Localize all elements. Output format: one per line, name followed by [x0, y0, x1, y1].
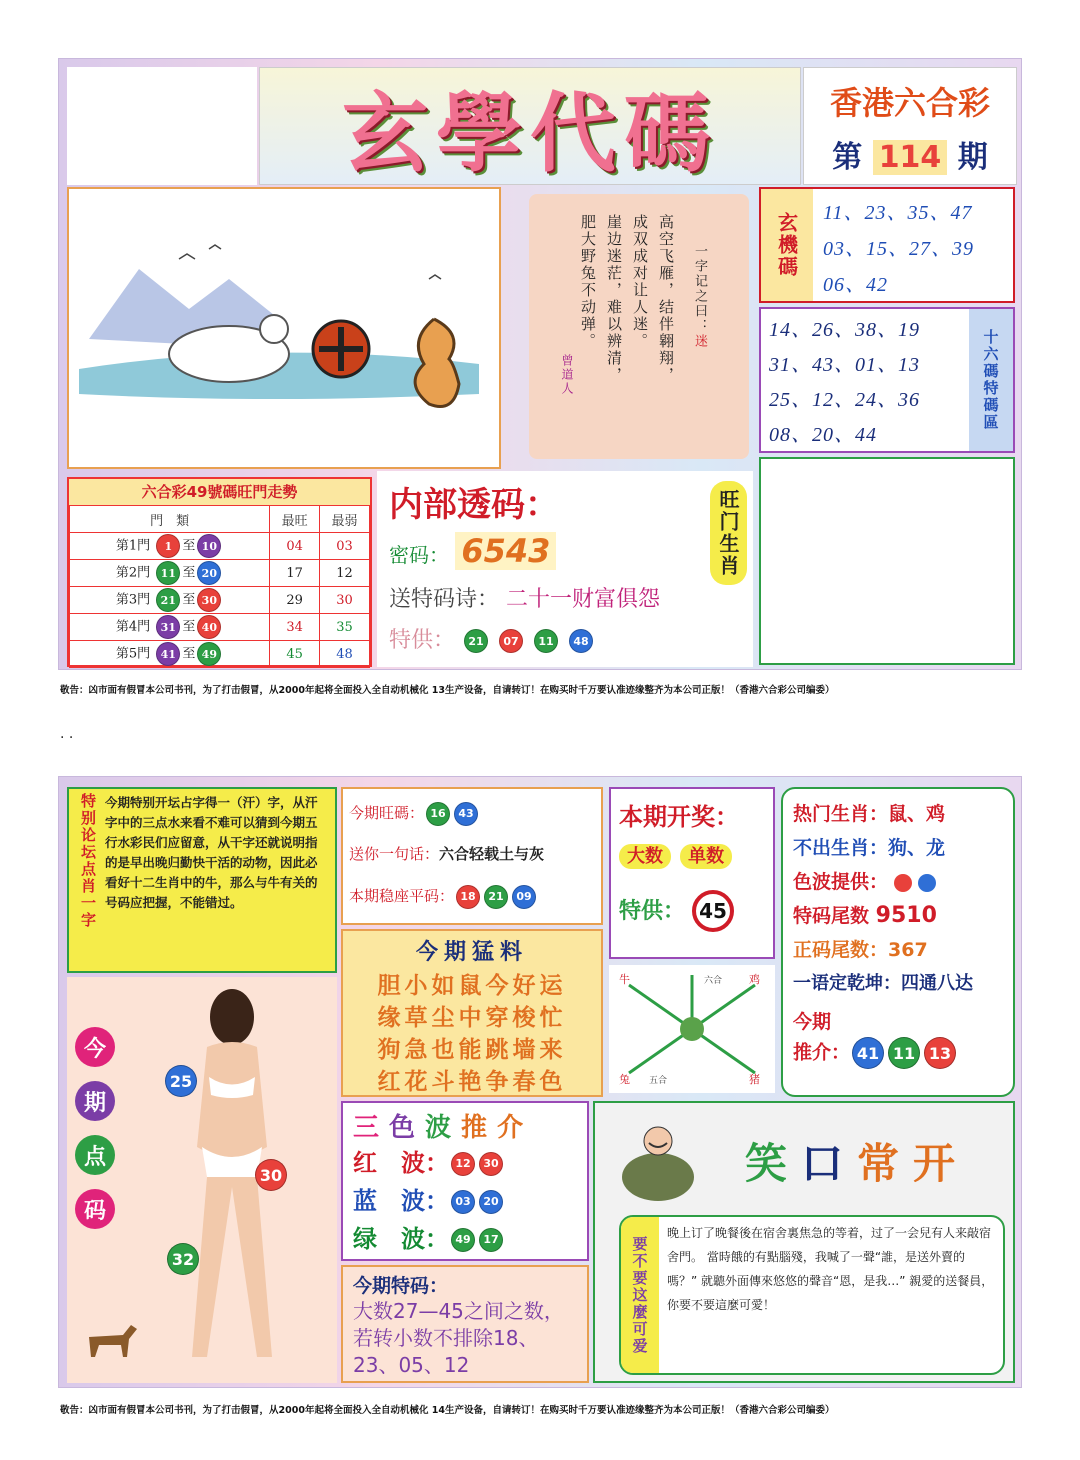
separator-dots: . .: [60, 726, 74, 742]
poem-col-2: 成双成对让人迷。: [631, 214, 649, 350]
special-row: 特供： 21 07 11 48: [389, 623, 753, 654]
compass-label: 兔: [619, 1073, 630, 1086]
wangma-panel: [341, 787, 603, 925]
compass-label: 牛: [619, 973, 630, 986]
title-banner: [259, 67, 801, 185]
rec-row: 推介： 41 11 13: [793, 1037, 1003, 1069]
top-sheet: [58, 58, 1022, 670]
model-ball: 32: [167, 1243, 199, 1275]
table-row: 第4門 31 至 40 34 35: [70, 614, 370, 641]
tema-panel: [341, 1265, 589, 1383]
mini-row: 送你一句话：六合轻载土与灰: [349, 845, 545, 863]
money-bag-image: [613, 1115, 703, 1205]
phrase-row: 一语定乾坤：四通八达: [793, 973, 973, 994]
ming-panel: [759, 187, 1015, 303]
out-row: 不出生肖：狗、龙: [793, 837, 946, 859]
color-row: 色波提供：: [793, 865, 1003, 899]
inside-code-panel: [377, 471, 753, 667]
col-header: 最弱: [320, 506, 370, 533]
fierce-title: 今期猛料: [415, 940, 528, 965]
wangma-row: 今期旺碼： 16 43: [349, 793, 595, 833]
fierce-line: 胆小如鼠今好运: [377, 973, 567, 999]
issue-box: [803, 67, 1017, 185]
sixteen-panel: [759, 307, 1015, 453]
ming-label: 玄機碼: [761, 189, 813, 301]
wangmen-label: 旺门生肖: [710, 481, 747, 585]
poem-col-1: 高空飞雁，结伴翱翔，: [657, 214, 675, 384]
footer-notice-top: 敬告：凶市面有假冒本公司书刊，为了打击假冒，从2000年起将全面投入全自动机械化 13生产设备，自请转订！在购买时千万要认准迹缘整齐为本公司正版！（香港六合彩公司编委）: [60, 685, 835, 696]
gate-table-title: 六合彩49號碼旺門走勢: [69, 479, 370, 505]
tail-row: 特码尾数 9510: [793, 903, 937, 928]
joke-box: [619, 1215, 1005, 1375]
inside-title: 内部透码：: [389, 485, 559, 525]
compass-panel: [609, 965, 775, 1093]
poem-col-4: 肥大野兔不动弹。: [579, 214, 597, 350]
poem-scroll: [529, 194, 749, 459]
gate-table-panel: [67, 477, 372, 667]
model-ball: 30: [255, 1159, 287, 1191]
rabbit-scene-image: [69, 189, 499, 467]
ztail-row: 正码尾数：367: [793, 939, 928, 961]
scroll-title: 一字记之曰：迷: [692, 244, 707, 349]
draw-tags: 大数 单数: [619, 842, 773, 868]
page-title: 玄學代碼: [342, 83, 718, 184]
draw-panel: [609, 787, 775, 959]
smile-title: 笑口常开: [745, 1139, 970, 1188]
sixteen-numbers: 14、26、38、19 31、43、01、13 25、12、24、36 08、20、44: [769, 319, 920, 446]
wave-panel: [341, 1101, 589, 1261]
blue-wave-row: 蓝 波： 03 20: [353, 1182, 577, 1220]
col-header: 門 類: [70, 506, 270, 533]
green-wave-row: 绿 波： 49 17: [353, 1220, 577, 1258]
compass-image: [609, 965, 775, 1093]
model-ball: 25: [165, 1065, 197, 1097]
blank-box-right: [759, 457, 1015, 665]
illustration-panel: [67, 187, 501, 469]
wave-title: 三色波推介: [353, 1113, 534, 1143]
scroll-sign: 曾道人: [560, 354, 574, 396]
rec-label: 今期: [793, 1011, 832, 1033]
table-row: 第3門 21 至 30 29 30: [70, 587, 370, 614]
fierce-line: 狗急也能跳墙来: [377, 1037, 567, 1063]
col-header: 最旺: [270, 506, 320, 533]
compass-label: 鸡: [749, 973, 760, 986]
hot-panel: [781, 787, 1015, 1097]
gate-table: [69, 505, 370, 668]
poem-row: 送特码诗： 二十一财富俱怨: [389, 587, 661, 612]
fierce-line: 缘草尘中穿梭忙: [377, 1005, 567, 1031]
ming-numbers: 11、23、35、47 03、15、27、39 06、42: [823, 202, 974, 296]
table-row: 第5門 41 至 49 45 48: [70, 641, 370, 668]
table-row: 第1門 1 至 10 04 03: [70, 533, 370, 560]
sixteen-label: 十六碼特碼區: [969, 309, 1013, 451]
tema-text: 大数27—45之间之数，若转小数不排除18、23、05、12: [353, 1299, 564, 1377]
left-blank: [67, 67, 257, 185]
bottom-sheet: [58, 776, 1022, 1388]
jinqi-vertical: 今 期 点 码: [75, 1027, 115, 1229]
draw-special-row: 特供： 45: [619, 890, 773, 932]
compass-label: 六合: [704, 976, 723, 986]
joke-text: 晚上订了晚餐後在宿舍裏焦急的等着，过了一会兒有人来敲宿舍門。 當時餓的有點腦殘，我喊了一聲“誰，是送外賣的嗎？” 就聽外面傳來悠悠的聲音“恩，是我…” 親愛的送餐員，你要不要這麼可愛！: [667, 1226, 994, 1312]
draw-title: 本期开奖：: [619, 803, 739, 831]
smile-panel: [593, 1101, 1015, 1383]
tema-title: 今期特码：: [353, 1275, 449, 1297]
joke-side-label: 要不要这麼可爱: [621, 1217, 659, 1373]
footer-notice-bottom: 敬告：凶市面有假冒本公司书刊，为了打击假冒，从2000年起将全面投入全自动机械化 14生产设备，自请转订！在购买时千万要认准迹缘整齐为本公司正版！（香港六合彩公司编委）: [60, 1405, 835, 1416]
red-wave-row: 红 波： 12 30: [353, 1144, 577, 1182]
model-panel: [67, 977, 337, 1383]
table-row: 第2門 11 至 20 17 12: [70, 560, 370, 587]
hot-row: 热门生肖：鼠、鸡: [793, 803, 946, 825]
poem-col-3: 崖边迷茫，难以辨清，: [605, 214, 623, 384]
fierce-panel: [341, 929, 603, 1097]
forum-panel: [67, 787, 337, 973]
compass-label: 五合: [649, 1076, 668, 1086]
steady-row: 本期稳座平码： 18 21 09: [349, 875, 595, 917]
compass-label: 猪: [749, 1073, 760, 1086]
forum-text: 今期特别开坛占字得一（汗）字，从汗字中的三点水来看不难可以猜到今期五行水彩民们应留意，从干字还就说明指的是早出晚归勤快干活的动物，因此必看好十二生肖中的牛，那么与牛有关的号码应把握，不能错过。: [105, 795, 318, 910]
issue-number: 第 114 期: [832, 140, 988, 175]
horse-icon: [83, 1317, 139, 1361]
fierce-line: 红花斗艳争春色: [377, 1069, 567, 1095]
forum-side-label: 特别论坛点肖一字: [79, 793, 97, 929]
code-value: 6543: [455, 532, 556, 570]
code-row: 密码： 6543: [389, 532, 753, 570]
hk-lottery-label: 香港六合彩: [829, 84, 990, 122]
